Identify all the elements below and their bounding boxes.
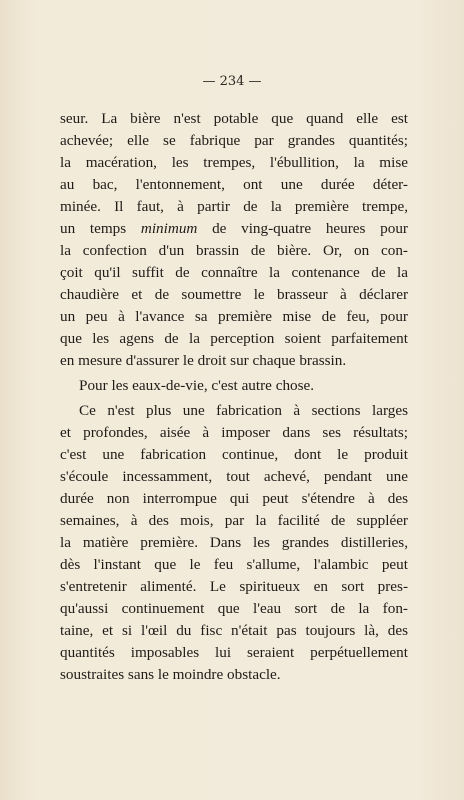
text-line: que les agens de la perception soient parfaitement — [60, 330, 408, 347]
text-line: quantités imposables lui seraient perpétuellement — [60, 644, 408, 661]
text-line: dès l'instant que le feu s'allume, l'alambic peut — [60, 556, 408, 573]
page-number: — 234 — — [202, 74, 262, 89]
text-line: minée. Il faut, à partir de la première trempe, — [60, 198, 408, 215]
text-line: taine, et si l'œil du fisc n'était pas toujours là, des — [60, 622, 408, 639]
text-line: et profondes, aisée à imposer dans ses résultats; — [60, 424, 408, 441]
text-line: chaudière et de soumettre le brasseur à déclarer — [60, 286, 408, 303]
text-line: semaines, à des mois, par la facilité de suppléer — [60, 512, 408, 529]
text-line: qu'aussi continuement que l'eau sort de la fon- — [60, 600, 408, 617]
text-line: achevée; elle se fabrique par grandes quantités; — [60, 132, 408, 149]
body-text — [60, 108, 408, 686]
text-line: Ce n'est plus une fabrication à sections larges — [79, 402, 408, 419]
text-line: Pour les eaux-de-vie, c'est autre chose. — [79, 377, 315, 394]
text-line: durée non interrompue qui peut s'étendre à des — [60, 490, 408, 507]
text-line: la confection d'un brassin de bière. Or, on con- — [60, 242, 408, 259]
text-line: c'est une fabrication continue, dont le produit — [60, 446, 408, 463]
text-line: un temps minimum de ving-quatre heures pour — [60, 220, 408, 237]
text-line: s'entretenir alimenté. Le spiritueux en sort pres- — [60, 578, 408, 595]
text-line: soustraites sans le moindre obstacle. — [60, 666, 281, 683]
text-line: s'écoule incessamment, tout achevé, pendant une — [60, 468, 408, 485]
text-line: au bac, l'entonnement, ont une durée déter- — [60, 176, 408, 193]
text-line: la macération, les trempes, l'ébullition, la mise — [60, 154, 408, 171]
text-line: un peu à l'avance sa première mise de feu, pour — [60, 308, 408, 325]
text-line: çoit qu'il suffit de connaître la contenance de la — [60, 264, 408, 281]
text-line: seur. La bière n'est potable que quand elle est — [60, 110, 408, 127]
text-line: la matière première. Dans les grandes distilleries, — [60, 534, 408, 551]
text-line: en mesure d'assurer le droit sur chaque brassin. — [60, 352, 347, 369]
emphasis: minimum — [140, 220, 198, 237]
